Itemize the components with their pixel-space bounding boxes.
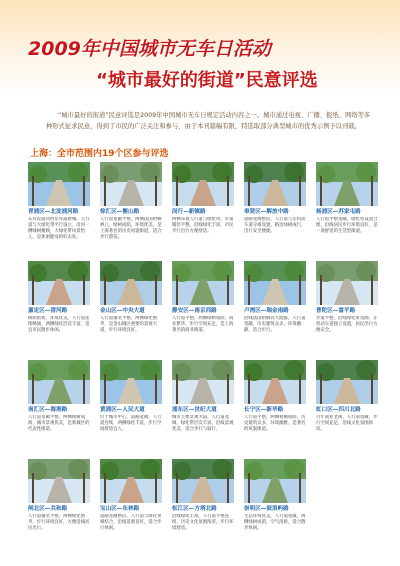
street-caption: 崇明区—鼓浪屿路 [244,506,289,512]
street-card [100,459,162,549]
street-photo [172,360,234,404]
street-photo [244,162,306,206]
street-card [244,162,306,252]
street-card [244,459,306,549]
street-card [172,261,234,351]
street-caption: 宝山区—东林路 [100,506,140,512]
street-photo [28,360,90,404]
street-description: 人行道铺装平整，两侧绿化整齐，是金山城区重要的景观大道，步行环境良好。 [100,316,158,333]
street-card [244,261,306,351]
street-card [316,162,378,252]
street-description: 两侧布置人行道与绿化带，步道铺装平整，沿线绿化丰富，市民步行出行方便舒适。 [172,217,234,234]
street-description: 道路宽敞整洁，人行道与绿化带相结合，沿线景观良好，适合步行休闲。 [100,514,162,531]
street-photo [316,360,378,404]
street-description: 人行道宽敞平整，两侧绿树成荫，城市景观优美，是新城区的代表性街道。 [28,415,90,432]
street-grid [28,162,378,558]
street-caption: 奉贤区—解放中路 [244,209,289,215]
street-description: 沿线法国梧桐高大挺拔，人行道宽敞，历史建筑众多，环境幽静，适合步行。 [244,316,306,333]
street-caption: 松江区—方塔北路 [172,506,217,512]
street-card [28,261,90,351]
street-caption: 南汇区—海港路 [28,407,68,413]
street-card [316,261,378,351]
street-caption: 闵行—新镇路 [172,209,206,215]
street-photo [172,459,234,503]
street-description: 城市主要景观大道，人行道宽阔，绿化带层次丰富，沿线景观优美，适合步行与骑行。 [172,415,234,432]
intro-paragraph: “城市最好的街道”民意评选是2009年中国城市无车日规定活动内容之一。城市通过电视、广播、报纸、网络等多种形式征求民意，得到了市民的广泛关注和参与，由于本刊篇幅有限，特选取部分典型城市的优秀示例予以刊载。 [46,112,371,130]
street-photo [100,261,162,305]
street-photo [244,459,306,503]
street-description: 沿线绿化丰富，人行道平整连续，历史文化氛围浓厚，步行环境舒适。 [172,514,234,531]
street-caption: 卢湾区—瑞金南路 [244,308,289,314]
street-photo [28,162,90,206]
street-description: 人行道宽敞平整，两侧法国梧桐林立，绿树成荫，环境优美，是上海著名的历史风貌街道，适合步行游览。 [100,217,162,240]
street-card [172,459,234,549]
street-photo [316,162,378,206]
street-caption: 普陀区—富平路 [316,308,356,314]
street-description: 道路宽阔整洁，人行道与非机动车道分离设置，路边绿树成行，出行安全便捷。 [244,217,306,234]
street-photo [28,261,90,305]
street-photo [244,360,306,404]
street-card [28,162,90,252]
street-card [316,360,378,450]
street-photo [100,360,162,404]
street-caption: 浦东区—世纪大道 [172,407,217,413]
street-photo [100,459,162,503]
street-card [100,360,162,450]
street-description: 东对淀浦河西岸青浦新城，人行道与大绿化带平行设立，沿河一侧绿树掩映，大绿化带风景怡人，是休闲健身的好去处。 [28,217,90,240]
street-description: 人行道平整，两侧梧桐成荫，历史建筑众多，环境幽雅，是著名的风貌街道。 [244,415,306,432]
street-caption: 黄浦区—人民大道 [100,407,145,413]
street-card [100,162,162,252]
street-caption: 静安区—南京西路 [172,308,217,314]
street-photo [316,261,378,305]
page-subtitle: “城市最好的街道”民意评选 [96,70,318,91]
section-title: 上海：全市范围内19个区参与评选 [30,149,169,159]
street-card [100,261,162,351]
street-caption: 虹口区—四川北路 [316,407,361,413]
street-photo [28,459,90,503]
street-description: 步道平整，沿线绿化带宽阔，非机动车道独立设置，居民出行方便安全。 [316,316,378,333]
street-description: 树荫浓密，环境优美，人行道连续畅通，两侧绿化层次丰富，适宜市民散步休闲。 [28,316,90,333]
street-caption: 嘉定区—清河路 [28,308,68,314]
street-description: 人行道平整，两侧绿树成荫，商业繁华，步行空间充足，是上海著名的商业街道。 [172,316,234,333]
street-photo [172,261,234,305]
street-description: 百年商业老街，人行道宽敞，步行空间充足，沿线文化氛围浓厚。 [316,415,378,432]
street-caption: 青浦区—北淀浦河路 [28,209,79,215]
street-caption: 长宁区—新华路 [244,407,284,413]
street-card [28,459,90,549]
street-description: 生态环境优美，人行道宽敞，两侧绿树成荫，空气清新，适合散步休闲。 [244,514,306,531]
street-photo [172,162,234,206]
street-description: 位于城市中心，道路宽阔，人行道连续，两侧绿化丰富，步行空间舒适宜人。 [100,415,162,432]
street-caption: 徐汇区—衡山路 [100,209,140,215]
street-card [244,360,306,450]
street-description: 人行道铺装平整，两侧绿化整齐，步行环境良好，方便沿线居民出行。 [28,514,90,531]
page-title: 2009年中国城市无车日活动 [28,38,271,60]
street-card [28,360,90,450]
street-caption: 闸北区—共和路 [28,506,68,512]
street-card [172,162,234,252]
street-photo [100,162,162,206]
street-description: 人行道平整宽敞，绿化带设置合理，沿线居民步行环境良好，是一条舒适的生活型街道。 [316,217,378,234]
street-photo [244,261,306,305]
street-card [172,360,234,450]
street-caption: 金山区—中央大道 [100,308,145,314]
street-caption: 杨浦区—苏家屯路 [316,209,361,215]
